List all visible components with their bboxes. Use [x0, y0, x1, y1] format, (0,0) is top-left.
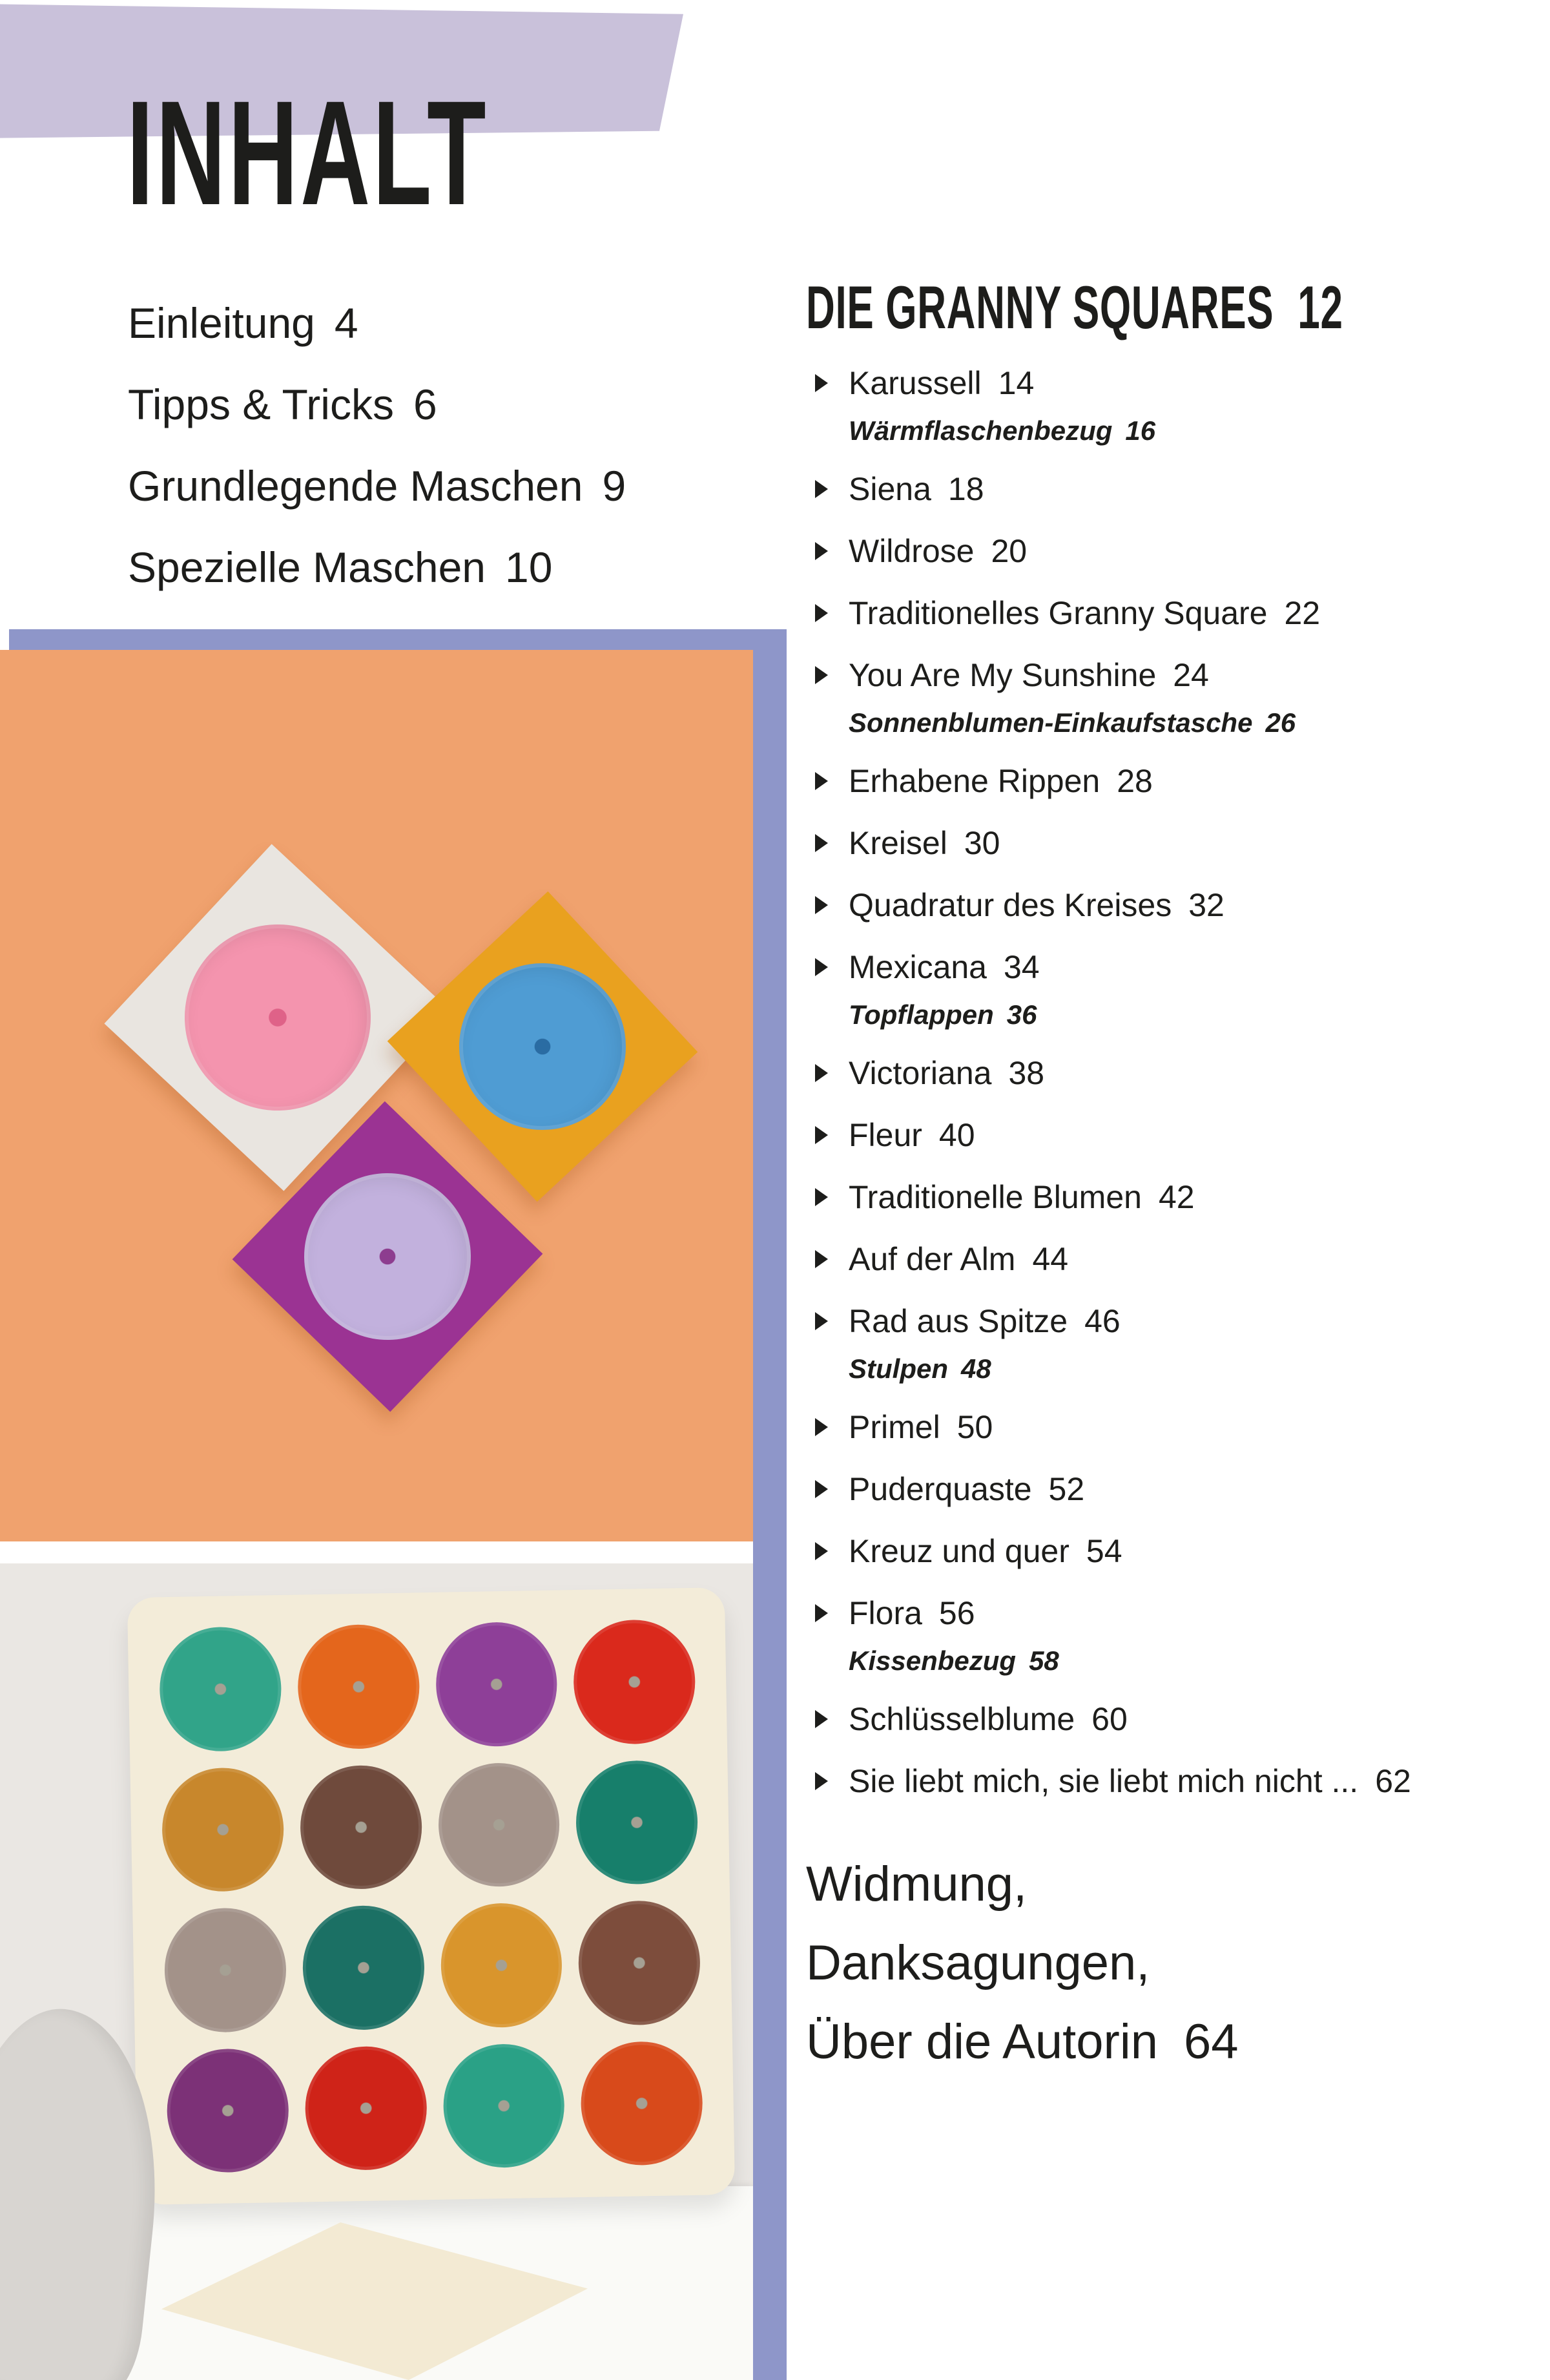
subentry-page-number: 16 [1125, 415, 1156, 446]
entry-page-number: 24 [1173, 657, 1209, 693]
entry-page-number: 32 [1188, 887, 1224, 923]
intro-toc-entry [128, 282, 626, 364]
pillow-flower-motif [435, 1622, 558, 1748]
granny-toc-entry [806, 1532, 1550, 1570]
granny-toc-entry [806, 1116, 1550, 1154]
closing-line-1: Widmung, [806, 1857, 1028, 1912]
entry-label: Rad aus Spitze [849, 1303, 1068, 1339]
blue-flower-motif [424, 928, 660, 1164]
entry-page-number: 56 [938, 1595, 975, 1631]
intro-toc [128, 282, 626, 608]
entry-label: Siena [849, 471, 931, 507]
entry-label: Einleitung [128, 299, 315, 347]
granny-toc-entry [806, 948, 1550, 986]
bullet-icon [815, 1312, 828, 1330]
closing-line-2: Danksagungen, [806, 1936, 1150, 1990]
pillow-flower-motif [159, 1626, 282, 1752]
bullet-icon [815, 374, 828, 392]
entry-label: Mexicana [849, 949, 987, 985]
pillow-flower-motif [299, 1764, 422, 1890]
entry-page-number: 50 [956, 1409, 993, 1445]
subentry-page-number: 48 [961, 1353, 991, 1384]
accent-bar-vertical [753, 629, 787, 2380]
granny-toc-entry [806, 1470, 1550, 1508]
bullet-icon [815, 604, 828, 622]
entry-page-number: 28 [1117, 763, 1153, 799]
granny-toc-entry [806, 886, 1550, 924]
entry-page-number: 54 [1086, 1533, 1122, 1569]
granny-toc-entry [806, 1302, 1550, 1340]
pillow-flower-motif [296, 1623, 420, 1749]
entry-label: Sie liebt mich, sie liebt mich nicht ... [849, 1763, 1359, 1799]
pillow-flower-motif [442, 2043, 566, 2169]
entry-page-number: 60 [1091, 1701, 1128, 1737]
granny-toc-entry [806, 1408, 1550, 1446]
bullet-icon [815, 958, 828, 976]
entry-label: Tipps & Tricks [128, 381, 394, 428]
entry-page-number: 44 [1032, 1241, 1069, 1277]
entry-label: Erhabene Rippen [849, 763, 1100, 799]
bullet-icon [815, 480, 828, 498]
granny-toc-entry [806, 762, 1550, 800]
bullet-icon [815, 896, 828, 914]
subentry-label: Sonnenblumen-Einkaufstasche [849, 707, 1253, 738]
granny-toc-entry [806, 532, 1550, 570]
entry-page-number: 14 [998, 365, 1035, 401]
entry-label: Flora [849, 1595, 922, 1631]
pillow-flower-motif [440, 1902, 563, 2028]
entry-page-number: 40 [938, 1117, 975, 1153]
granny-toc-entry [806, 1240, 1550, 1278]
granny-toc-entry [806, 1594, 1550, 1632]
bullet-icon [815, 1126, 828, 1144]
entry-label: Primel [849, 1409, 940, 1445]
pillow-flower-motif [163, 1907, 287, 2033]
bullet-icon [815, 1188, 828, 1206]
pillow-flower-motif [302, 1905, 425, 2030]
granny-toc-entry [806, 1178, 1550, 1216]
granny-toc-entry [806, 364, 1550, 402]
granny-toc-subentry [849, 1646, 1550, 1676]
pink-flower-motif [146, 886, 409, 1149]
bullet-icon [815, 1710, 828, 1728]
bullet-icon [815, 1250, 828, 1268]
entry-page-number: 52 [1048, 1471, 1085, 1507]
intro-toc-entry [128, 364, 626, 445]
entry-label: Spezielle Maschen [128, 543, 486, 591]
bullet-icon [815, 1064, 828, 1082]
granny-square-pillow [127, 1587, 735, 2205]
granny-toc-list [806, 364, 1550, 1800]
bullet-icon [815, 666, 828, 684]
granny-squares-photo [0, 650, 753, 1541]
granny-toc-subentry [849, 1354, 1550, 1384]
entry-page-number: 20 [991, 533, 1028, 569]
entry-label: Fleur [849, 1117, 922, 1153]
closing-page-number: 64 [1184, 2014, 1239, 2069]
subentry-label: Stulpen [849, 1353, 948, 1384]
entry-page-number: 6 [413, 381, 437, 428]
granny-squares-section [806, 273, 1550, 1824]
subentry-page-number: 58 [1029, 1645, 1059, 1676]
bullet-icon [815, 1480, 828, 1498]
pillow-flower-motif [573, 1619, 696, 1745]
entry-page-number: 46 [1084, 1303, 1121, 1339]
granny-toc-entry [806, 1762, 1550, 1800]
pillow-flower-motif [580, 2040, 703, 2166]
intro-toc-entry [128, 445, 626, 527]
entry-label: Traditionelle Blumen [849, 1179, 1142, 1215]
entry-page-number: 10 [504, 543, 553, 591]
entry-page-number: 22 [1284, 595, 1321, 631]
entry-label: Kreuz und quer [849, 1533, 1070, 1569]
subentry-label: Kissenbezug [849, 1645, 1017, 1676]
granny-toc-subentry [849, 708, 1550, 738]
bullet-icon [815, 1772, 828, 1790]
granny-toc-subentry [849, 416, 1550, 446]
granny-toc-entry [806, 656, 1550, 694]
entry-page-number: 62 [1375, 1763, 1411, 1799]
entry-label: Schlüsselblume [849, 1701, 1075, 1737]
granny-toc-subentry [849, 1000, 1550, 1030]
closing-block [806, 1845, 1239, 2082]
accent-bar-horizontal [9, 629, 787, 652]
entry-label: Karussell [849, 365, 982, 401]
entry-label: Traditionelles Granny Square [849, 595, 1268, 631]
pillow-flower-motif [166, 2047, 289, 2173]
entry-page-number: 18 [947, 471, 984, 507]
subentry-page-number: 26 [1265, 707, 1296, 738]
entry-label: Quadratur des Kreises [849, 887, 1172, 923]
entry-page-number: 42 [1158, 1179, 1195, 1215]
pillow-photo [0, 1563, 753, 2380]
bullet-icon [815, 1418, 828, 1436]
section-title [806, 273, 1343, 341]
intro-toc-entry [128, 527, 626, 608]
entry-label: Puderquaste [849, 1471, 1032, 1507]
entry-label: Wildrose [849, 533, 975, 569]
subentry-label: Wärmflaschenbezug [849, 415, 1113, 446]
closing-line-3 [806, 2003, 1239, 2082]
entry-page-number: 34 [1004, 949, 1040, 985]
closing-final-label: Über die Autorin [806, 2014, 1158, 2069]
entry-page-number: 30 [964, 825, 1000, 861]
entry-label: Victoriana [849, 1055, 992, 1091]
granny-toc-entry [806, 824, 1550, 862]
section-title-label: DIE GRANNY SQUARES [806, 273, 1274, 341]
pillow-flower-motif [161, 1766, 284, 1892]
pillow-flower-motif [577, 1900, 701, 2026]
bullet-icon [815, 542, 828, 560]
page-title: INHALT [127, 70, 489, 236]
subentry-label: Topflappen [849, 999, 994, 1030]
entry-label: Auf der Alm [849, 1241, 1016, 1277]
entry-label: You Are My Sunshine [849, 657, 1157, 693]
granny-toc-entry [806, 594, 1550, 632]
entry-label: Grundlegende Maschen [128, 462, 583, 510]
lilac-flower-motif [269, 1138, 505, 1374]
section-page-number: 12 [1297, 273, 1343, 341]
granny-toc-entry [806, 1700, 1550, 1738]
pillow-flower-motif [575, 1759, 699, 1885]
entry-page-number: 9 [602, 462, 626, 510]
entry-page-number: 38 [1008, 1055, 1045, 1091]
bullet-icon [815, 1542, 828, 1560]
entry-page-number: 4 [334, 299, 358, 347]
granny-toc-entry [806, 470, 1550, 508]
bullet-icon [815, 1604, 828, 1622]
bullet-icon [815, 834, 828, 852]
pillow-flower-motif [304, 2045, 428, 2171]
pillow-flower-motif [437, 1762, 561, 1888]
granny-toc-entry [806, 1054, 1550, 1092]
entry-label: Kreisel [849, 825, 947, 861]
bullet-icon [815, 772, 828, 790]
subentry-page-number: 36 [1006, 999, 1037, 1030]
